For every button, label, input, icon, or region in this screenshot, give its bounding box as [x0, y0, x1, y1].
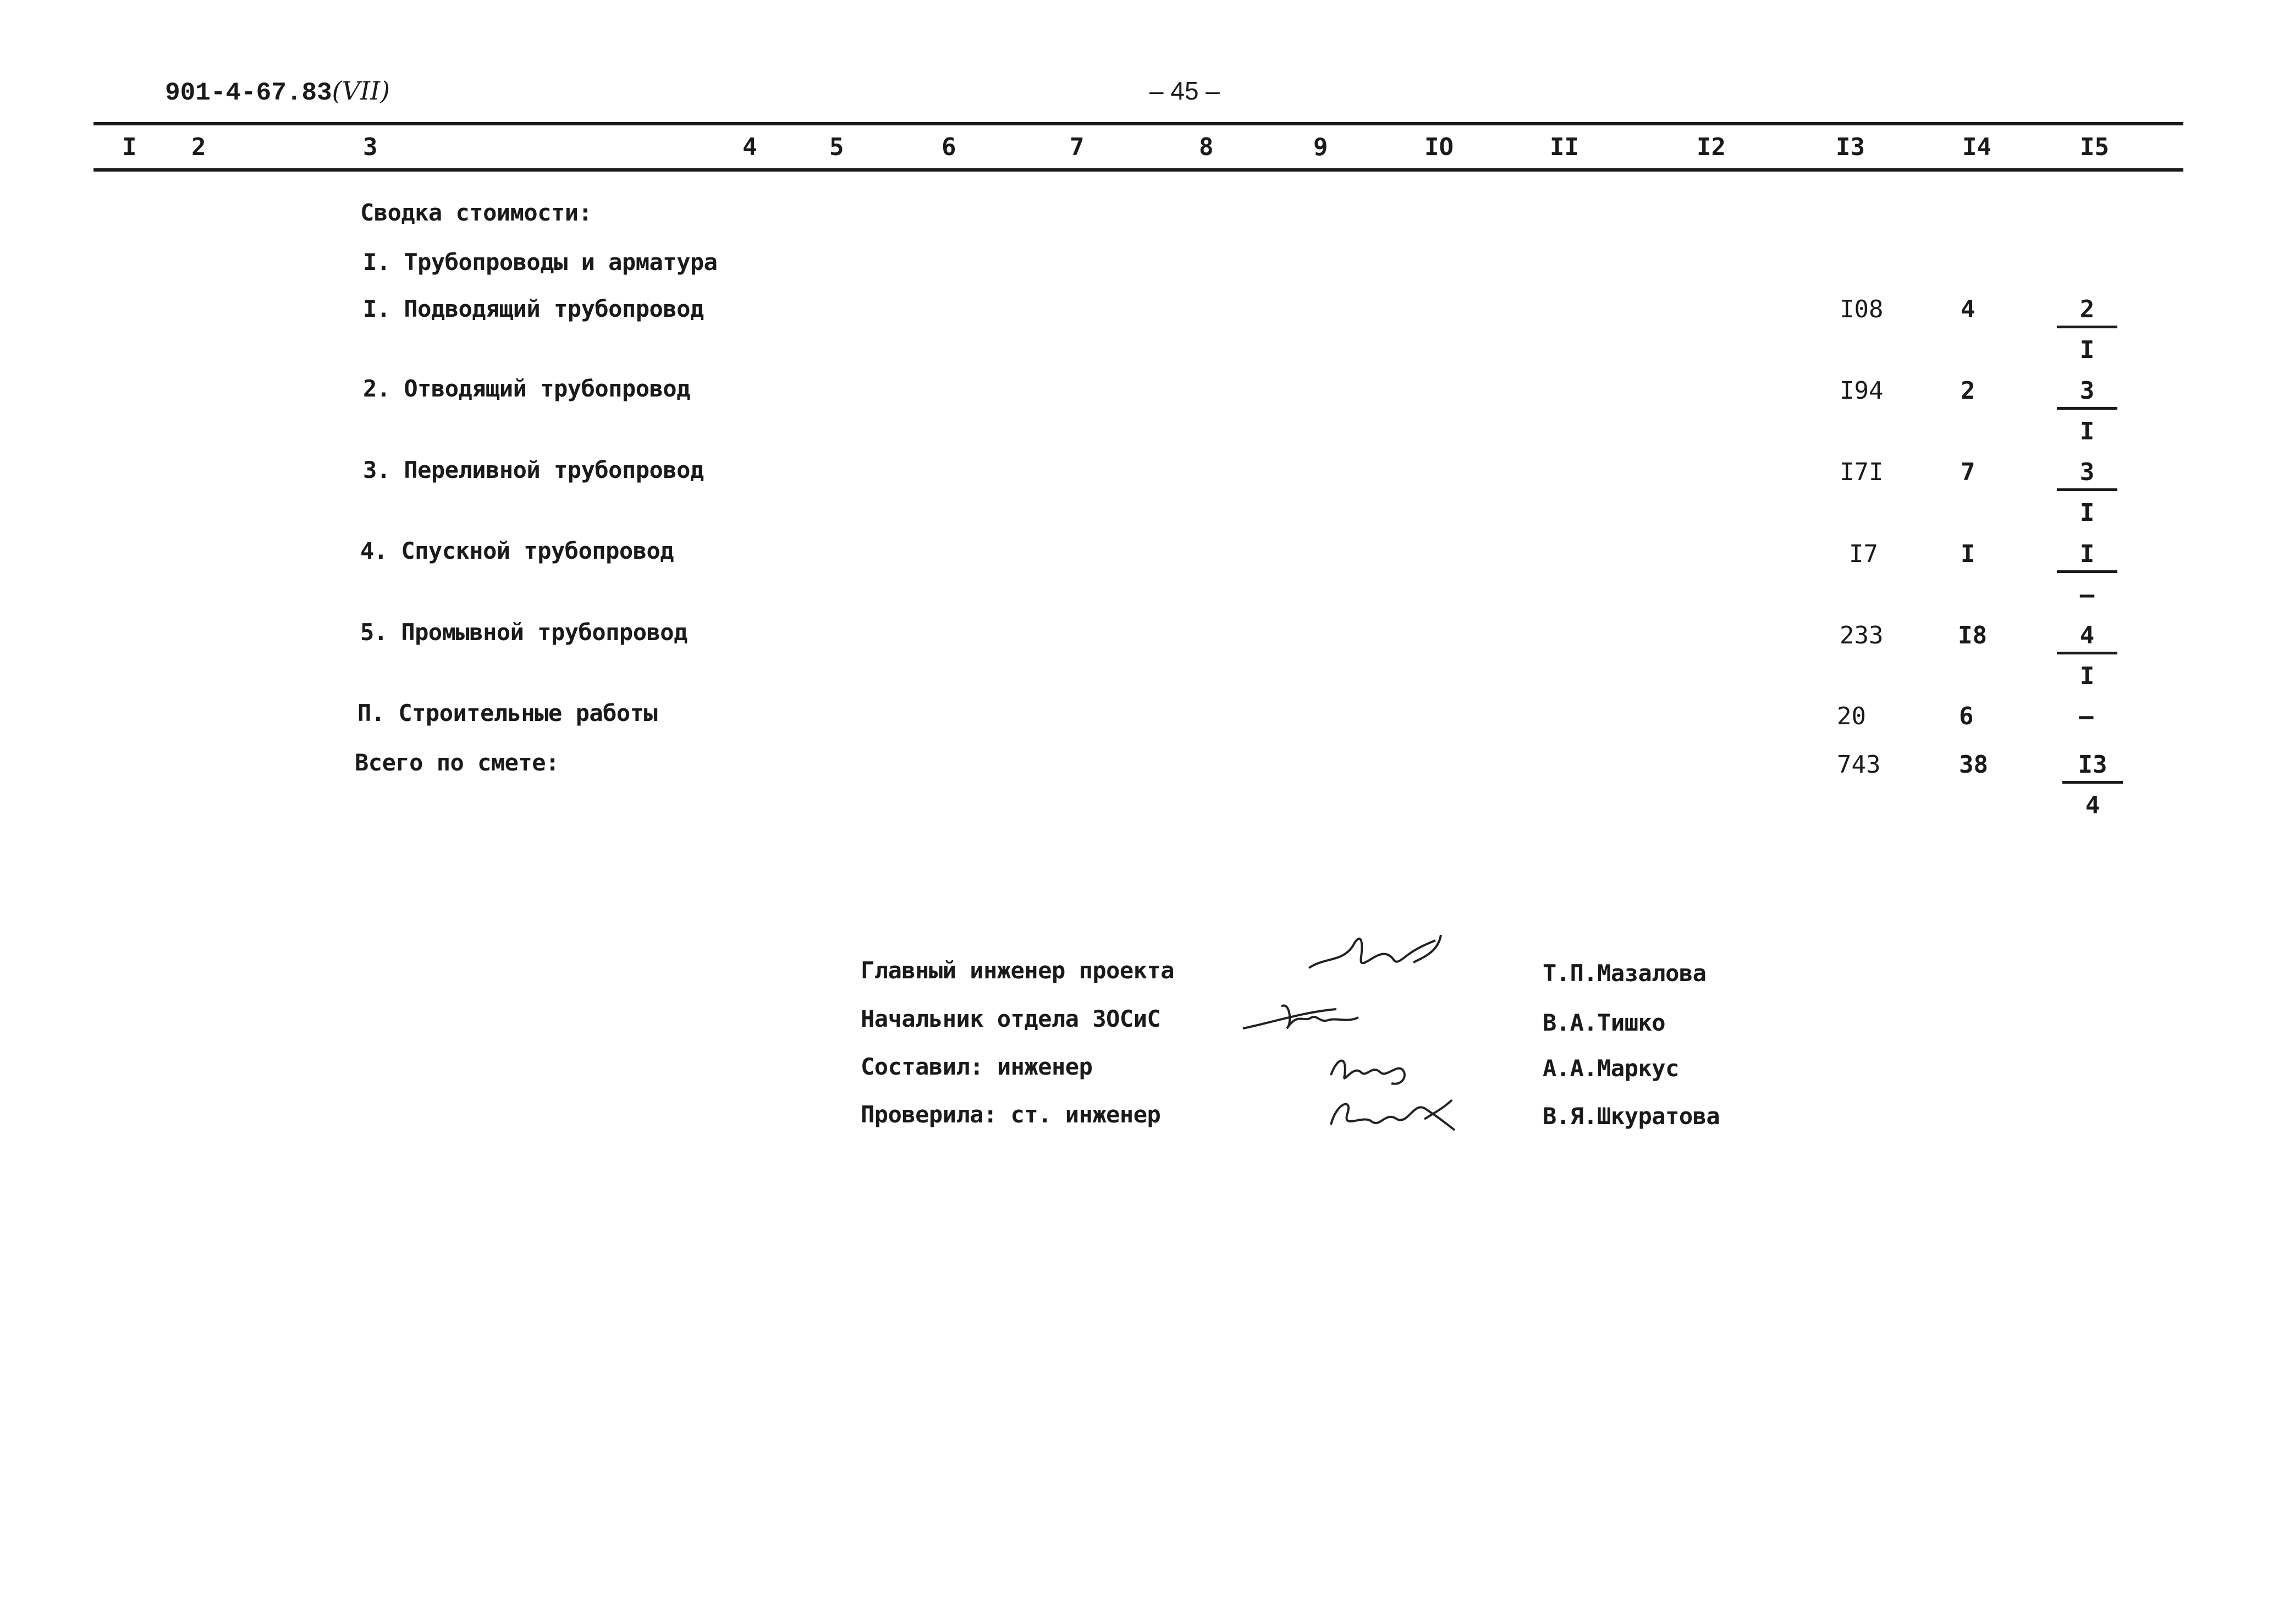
fraction-denominator: I [2079, 662, 2095, 690]
signatory-name: Т.П.Мазалова [1543, 960, 1707, 987]
page-number: – 45 – [1149, 76, 1220, 105]
header-bottom-rule [93, 168, 2183, 172]
fraction-denominator: I [2079, 417, 2095, 445]
handwritten-signature [1303, 924, 1457, 992]
column-number: 7 [1070, 133, 1085, 161]
column-number: I2 [1697, 133, 1726, 161]
signatory-name: В.А.Тишко [1543, 1009, 1666, 1036]
cost-row-label: 2. Отводящий трубопровод [363, 375, 690, 402]
cost-row-label: 3. Переливной трубопровод [363, 456, 704, 483]
column-number: I [122, 133, 137, 161]
signature-role: Составил: инженер [861, 1053, 1093, 1080]
cost-row-col15: – [2079, 702, 2094, 730]
cost-row-label: 4. Спускной трубопровод [360, 537, 674, 564]
summary-heading: Сводка стоимости: [360, 199, 592, 226]
cost-row-col13: I94 [1840, 377, 1884, 405]
section-heading: I. Трубопроводы и арматура [363, 249, 718, 276]
cost-row-col14: 4 [1961, 295, 1975, 323]
document-code [165, 76, 390, 107]
fraction-denominator: 4 [2085, 791, 2100, 819]
cost-row-col14: I [1961, 540, 1975, 568]
cost-row-col14: 2 [1961, 377, 1975, 405]
cost-row-col15-fraction [2057, 540, 2117, 609]
total-label: Всего по смете: [355, 749, 559, 776]
column-number: 6 [942, 133, 956, 161]
column-number: 9 [1313, 133, 1328, 161]
cost-row-col15-fraction [2057, 621, 2117, 690]
cost-row-label: I. Подводящий трубопровод [363, 295, 704, 322]
signatory-name: А.А.Маркус [1543, 1055, 1679, 1082]
signature-role: Проверила: ст. инженер [861, 1101, 1161, 1128]
cost-row-col14: 6 [1959, 702, 1974, 730]
column-number: 8 [1199, 133, 1214, 161]
cost-row-col15-fraction [2057, 377, 2117, 445]
fraction-numerator: 3 [2057, 458, 2117, 491]
header-top-rule [93, 122, 2183, 125]
column-number: 5 [829, 133, 844, 161]
cost-row-col14: 7 [1961, 458, 1975, 486]
column-number: I3 [1836, 133, 1865, 161]
total-col14: 38 [1959, 751, 1988, 779]
total-col13: 743 [1837, 751, 1881, 779]
column-number: 3 [363, 133, 378, 161]
cost-row-col13: I7I [1840, 458, 1884, 486]
fraction-numerator: I3 [2062, 751, 2123, 784]
document-code-number: 901-4-67.83 [165, 79, 332, 107]
fraction-denominator: I [2079, 499, 2095, 527]
document-code-suffix: (VII) [332, 76, 390, 106]
cost-row-col13: I08 [1840, 295, 1884, 323]
cost-row-col13: 233 [1840, 621, 1884, 649]
cost-row-col13: I7 [1849, 540, 1878, 568]
fraction-numerator: 4 [2057, 621, 2117, 654]
column-number: IO [1424, 133, 1454, 161]
cost-row-col15-fraction [2057, 458, 2117, 527]
signature-role: Начальник отдела ЗОСиС [861, 1005, 1161, 1032]
fraction-denominator: – [2079, 581, 2095, 609]
cost-row-label: 5. Промывной трубопровод [360, 619, 687, 646]
handwritten-signature [1237, 990, 1413, 1042]
column-number: I5 [2080, 133, 2109, 161]
column-number: 2 [191, 133, 206, 161]
handwritten-signature [1320, 1086, 1474, 1143]
fraction-numerator: 3 [2057, 377, 2117, 410]
column-number: I4 [1962, 133, 1991, 161]
column-number: 4 [742, 133, 757, 161]
signatory-name: В.Я.Шкуратова [1543, 1103, 1720, 1130]
total-col15-fraction [2062, 751, 2123, 819]
cost-row-col15-fraction [2057, 295, 2117, 364]
column-number: II [1550, 133, 1579, 161]
section-heading: П. Строительные работы [357, 700, 658, 726]
fraction-numerator: I [2057, 540, 2117, 573]
fraction-numerator: 2 [2057, 295, 2117, 328]
cost-row-col13: 20 [1837, 702, 1866, 730]
cost-row-col14: I8 [1958, 621, 1987, 649]
signature-role: Главный инженер проекта [861, 957, 1175, 984]
fraction-denominator: I [2079, 336, 2095, 364]
